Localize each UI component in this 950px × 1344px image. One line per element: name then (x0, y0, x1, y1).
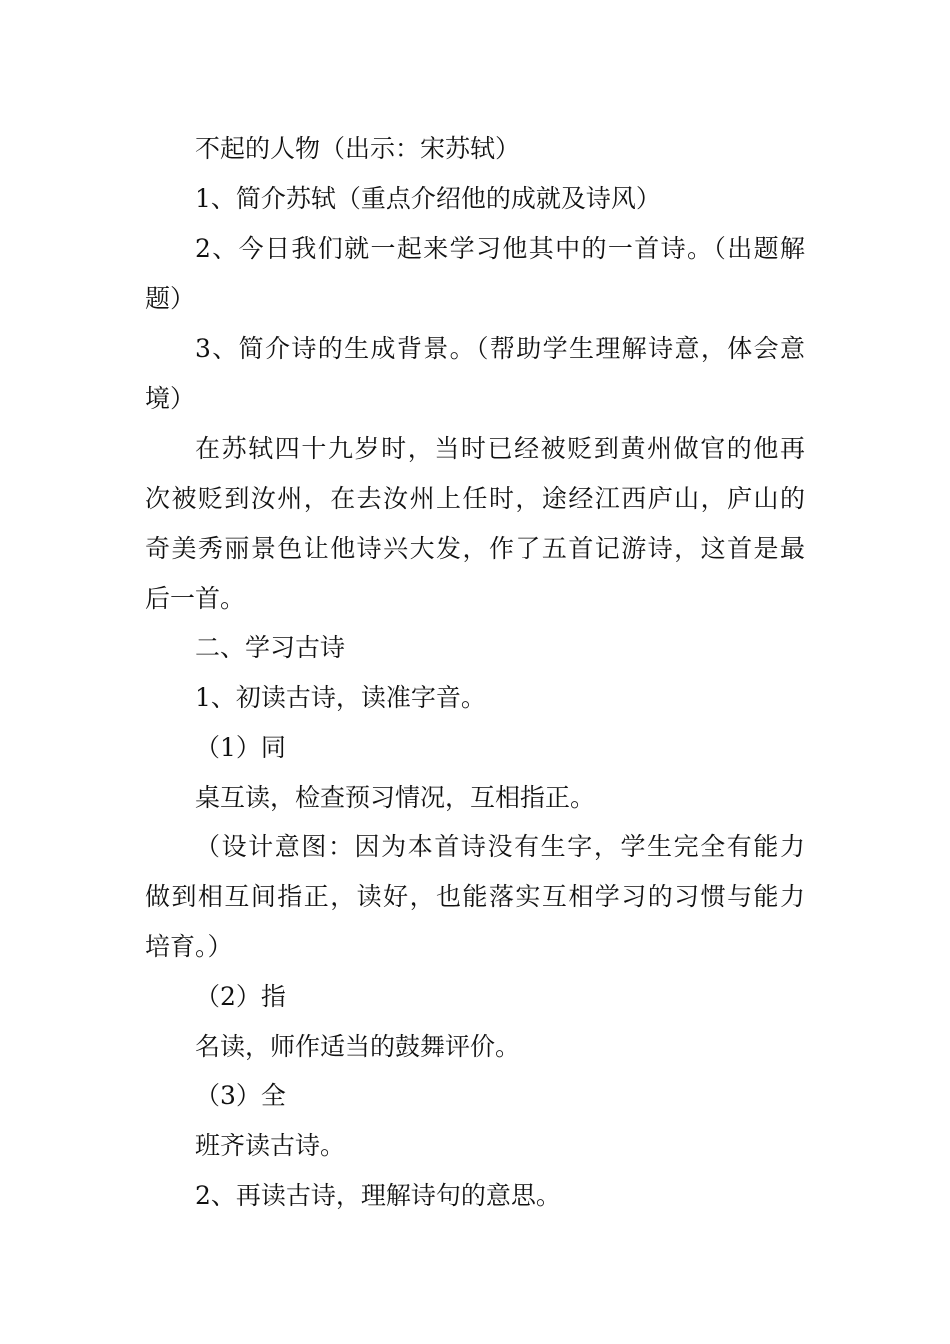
text-line: （2）指 (195, 982, 286, 1011)
text-line: （1）同 (195, 733, 286, 762)
text-line: 境） (145, 384, 196, 413)
text-line: （3）全 (195, 1081, 286, 1110)
text-line: 2、再读古诗，理解诗句的意思。 (195, 1181, 561, 1210)
text-line: （设计意图：因为本首诗没有生字，学生完全有能力 (195, 832, 805, 861)
text-line: 1、初读古诗，读准字音。 (195, 683, 486, 712)
text-line: 奇美秀丽景色让他诗兴大发，作了五首记游诗，这首是最 (145, 534, 805, 563)
text-line: 桌互读，检查预习情况，互相指正。 (195, 783, 596, 812)
text-line: 题） (145, 284, 196, 313)
text-line: 次被贬到汝州，在去汝州上任时，途经江西庐山，庐山的 (145, 484, 805, 513)
text-line: 培育。） (145, 932, 233, 961)
text-line: 二、学习古诗 (195, 633, 346, 662)
text-line: 3、简介诗的生成背景。（帮助学生理解诗意，体会意 (195, 334, 805, 363)
text-line: 1、简介苏轼（重点介绍他的成就及诗风） (195, 184, 661, 213)
text-line: 后一首。 (145, 584, 246, 613)
text-line: 2、今日我们就一起来学习他其中的一首诗。（出题解 (195, 234, 805, 263)
text-line: 不起的人物（出示：宋苏轼） (195, 134, 521, 163)
text-line: 做到相互间指正，读好，也能落实互相学习的习惯与能力 (145, 882, 805, 911)
text-line: 在苏轼四十九岁时，当时已经被贬到黄州做官的他再 (195, 434, 805, 463)
text-line: 班齐读古诗。 (195, 1131, 346, 1160)
text-line: 名读，师作适当的鼓舞评价。 (195, 1032, 521, 1061)
